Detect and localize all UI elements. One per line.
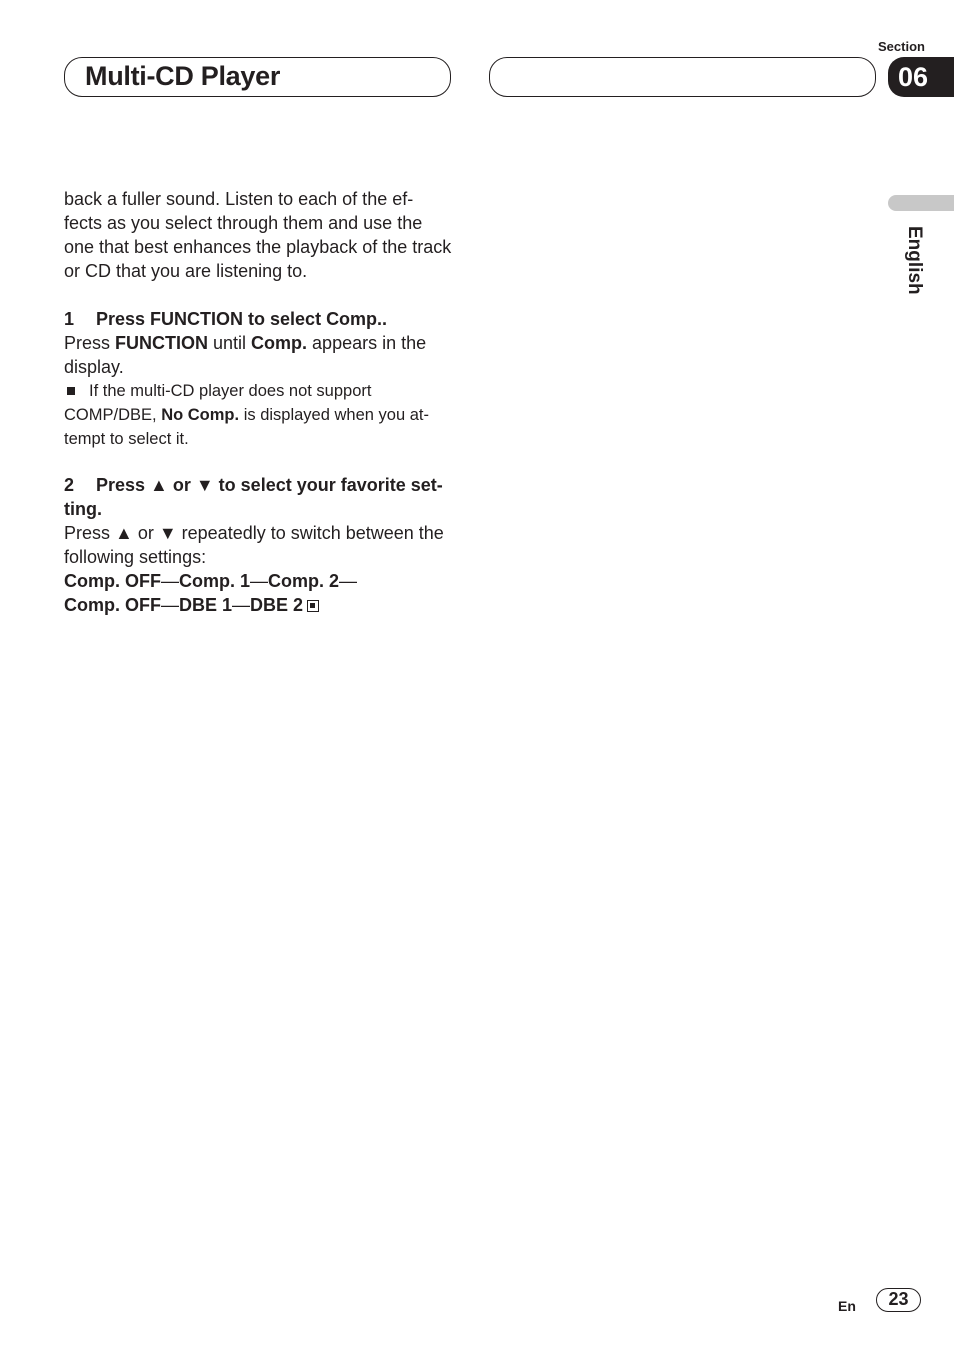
setting-item: DBE 1 <box>179 595 233 615</box>
page-title: Multi-CD Player <box>85 61 281 91</box>
step-1-heading <box>64 307 456 331</box>
step-1-text-e: appears in the display. <box>64 333 427 377</box>
step-1-text-d: Comp. <box>251 333 308 353</box>
title-box <box>64 57 451 97</box>
section-number: 06 <box>898 62 929 92</box>
step-1-note <box>64 379 456 451</box>
settings-sequence <box>64 569 456 617</box>
setting-separator: — <box>339 571 358 591</box>
setting-separator: — <box>161 571 179 591</box>
setting-item: Comp. 1 <box>179 571 251 591</box>
step-1-number: 1 <box>64 309 75 329</box>
step-1-text-c: until <box>208 333 252 353</box>
section-label: Section <box>878 39 925 54</box>
intro-paragraph <box>64 187 456 283</box>
setting-separator: — <box>161 595 179 615</box>
note-bullet-icon <box>67 387 75 395</box>
header-empty-box <box>489 57 876 97</box>
section-tab <box>888 57 954 97</box>
setting-item: Comp. OFF <box>64 571 161 591</box>
intro-text: back a fuller sound. Listen to each of the ef- fects as you select through them and use the one that best enhances the playback of the track or CD that you are listening to. <box>64 189 452 281</box>
footer-language: En <box>838 1298 856 1314</box>
page-number: 23 <box>876 1288 921 1312</box>
step-1-text-a: Press <box>64 333 116 353</box>
setting-item: Comp. 2 <box>268 571 340 591</box>
step-2 <box>64 473 456 617</box>
step-2-heading-text: Press ▲ or ▼ to select your favorite set- ting. <box>64 475 443 519</box>
step-2-number: 2 <box>64 475 75 495</box>
setting-separator: — <box>250 571 269 591</box>
step-1-heading-text: Press FUNCTION to select Comp.. <box>96 309 388 329</box>
setting-item: Comp. OFF <box>64 595 161 615</box>
step-1-note-b: No Comp. <box>161 406 240 424</box>
language-tab-bar <box>888 195 954 211</box>
step-1-text-b: FUNCTION <box>115 333 209 353</box>
end-mark-icon <box>307 600 319 612</box>
setting-separator: — <box>232 595 251 615</box>
step-1-note-c: is displayed when you at- tempt to select it. <box>64 406 429 448</box>
step-1-note-a: If the multi-CD player does not support COMP/DBE, <box>64 382 372 424</box>
setting-item: DBE 2 <box>250 595 304 615</box>
step-2-heading <box>64 473 456 521</box>
language-tab-label: English <box>904 226 925 295</box>
step-2-text: Press ▲ or ▼ repeatedly to switch between the following settings: <box>64 523 444 567</box>
step-1-text <box>64 331 456 379</box>
step-1 <box>64 307 456 451</box>
